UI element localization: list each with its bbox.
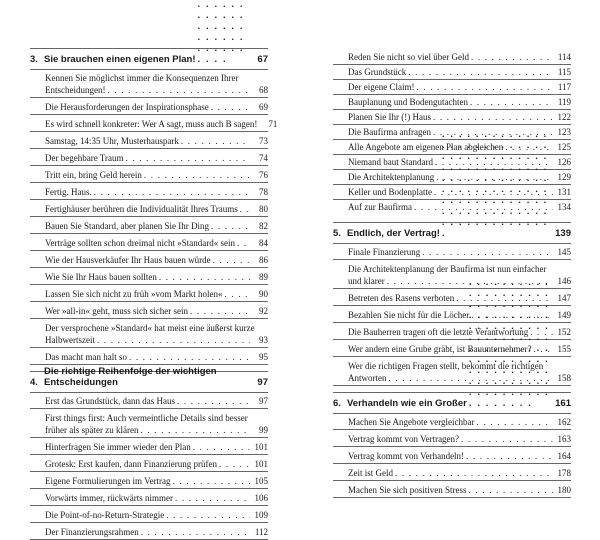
toc-entry-page: 155 [557,344,571,354]
toc-entry [45,271,268,283]
chapter-number: 5. [333,228,341,239]
row-divider [30,522,268,523]
toc-entry-text: Der eigene Claim! [348,82,415,92]
toc-entry-text: Bauplanung und Bodengutachten [348,97,468,107]
dot-leader [107,84,250,96]
toc-entry-page: 164 [557,451,571,461]
toc-entry [45,220,268,232]
toc-entry-line [348,467,571,479]
toc-entry [45,169,268,181]
toc-entry-text: und klarer [348,276,385,286]
row-divider [30,199,268,200]
row-divider [30,392,268,393]
toc-entry-text: Niemand baut Standard [348,157,433,167]
row-divider [30,284,268,285]
toc-entry-page: 114 [557,52,571,62]
toc-entry-page: 73 [259,136,268,146]
toc-entry-page: 86 [259,255,268,265]
chapter-number: 3. [30,54,38,65]
toc-entry [348,246,571,258]
toc-entry-text: Der Finanzierungsrahmen [45,527,139,537]
dot-leader [469,484,554,496]
toc-entry-line [348,484,571,496]
toc-entry-line [45,424,268,436]
toc-entry-page: 82 [259,221,268,231]
toc-entry-text: Es wird schnell konkreter: Wer A sagt, muss auch B sagen! [45,119,258,129]
dot-leader [395,467,553,479]
toc-entry-line [45,492,268,504]
row-divider [30,148,268,149]
toc-entry-text: Betreten des Rasens verboten [348,293,455,303]
dot-leader [211,101,250,113]
toc-entry-page: 145 [557,247,571,257]
toc-entry-text: First things first: Auch vermeintliche Details sind besser [45,413,248,423]
toc-entry-page: 101 [254,442,268,452]
toc-entry-line [348,433,571,445]
toc-entry-line [45,441,268,453]
toc-entry-page: 163 [557,434,571,444]
toc-entry-page: 119 [557,97,571,107]
row-divider [30,182,268,183]
row-divider [30,301,268,302]
toc-entry-text: Machen Sie Angebote vergleichbar [348,417,475,427]
toc-entry-text: Fertighäuser berühren die Individualität Ihres Traums [45,204,238,214]
dot-leader [408,66,553,78]
dot-leader [177,395,250,407]
toc-entry [45,237,268,249]
toc-entry [45,135,268,147]
chapter-title: Endlich, der Vertrag! [347,228,440,239]
toc-entry-page: 134 [557,202,571,212]
toc-entry-text: Vertrag kommt von Vertragen? [348,434,460,444]
toc-entry-text: Grotesk: Erst kaufen, dann Finanzierung prüfen [45,459,217,469]
toc-entry-page: 80 [259,204,268,214]
toc-entry-text: Wer die richtigen Fragen stellt, bekommt die richtigen [348,361,544,371]
row-divider [30,437,268,438]
dot-leader [442,129,553,239]
dot-leader [470,96,553,108]
row-divider [333,79,571,80]
toc-entry [45,441,268,453]
toc-entry-page: 69 [259,102,268,112]
row-divider [333,124,571,125]
toc-entry-page: 149 [557,310,571,320]
toc-entry-page: 158 [557,373,571,383]
toc-entry [348,467,571,479]
toc-entry-text: Die Architektenplanung der Baufirma ist nun einfacher [348,264,547,274]
toc-entry-text: Antworten [348,373,387,383]
toc-entry-text: Samstag, 14:35 Uhr, Musterhauspark [45,136,179,146]
toc-entry-text: Die Point-of-no-Return-Strategie [45,510,165,520]
chapter-page: 139 [555,228,571,239]
toc-entry [45,458,268,470]
toc-entry [348,416,571,428]
toc-entry-text: Erst das Grundstück, dann das Haus [45,396,175,406]
toc-entry-line [45,351,268,363]
toc-entry-text: Verträge sollten schon dreimal nicht »Standard« sein [45,238,235,248]
toc-entry-page: 125 [557,142,571,152]
toc-entry-text: Finale Finanzierung [348,247,421,257]
toc-entry-page: 97 [259,396,268,406]
toc-entry-text: Vorwärts immer, rückwärts nimmer [45,493,173,503]
dot-leader [181,135,250,147]
toc-entry [45,101,268,113]
toc-entry [348,450,571,462]
toc-entry-text: Der versprochene »Standard« hat meist eine äußerst kurze [45,323,255,333]
toc-entry-line [348,246,571,258]
dot-leader [166,509,250,521]
toc-entry-line [45,169,268,181]
toc-entry-text: Wer »all-in« geht, muss sich sicher sein [45,306,188,316]
toc-entry-line [45,101,268,113]
toc-entry-line [348,111,571,123]
toc-entry-page: 162 [557,417,571,427]
toc-entry-page: 146 [557,276,571,286]
toc-entry [45,203,268,215]
dot-leader [129,351,250,363]
dot-leader [461,433,553,445]
row-divider [30,347,268,348]
dot-leader [125,152,250,164]
toc-entry-page: 126 [557,157,571,167]
toc-entry-line [45,305,268,317]
toc-entry [45,351,268,363]
row-divider [30,216,268,217]
toc-entry-text: früher als später zu klären [45,425,139,435]
toc-entry-text: Machen Sie sich positiven Stress [348,485,467,495]
dot-leader [198,0,250,65]
toc-entry-page: 74 [259,153,268,163]
toc-entry-page: 106 [254,493,268,503]
chapter-page: 97 [257,377,268,388]
toc-entry [45,152,268,164]
toc-entry-text: Wie der Hausverkäufer Ihr Haus bauen würde [45,255,211,265]
toc-entry-line [45,254,268,266]
toc-entry-page: 71 [268,119,278,129]
toc-entry-text: Keller und Bodenplatte [348,187,432,197]
toc-entry-text: Reden Sie nicht so viel über Geld [348,52,469,62]
toc-entry-text: Die Herausforderungen der Inspirationsphase [45,102,209,112]
row-divider [333,259,571,260]
row-divider [333,64,571,65]
toc-entry [348,484,571,496]
toc-entry [45,186,268,198]
dot-leader [477,416,553,428]
dot-leader [144,169,250,181]
row-divider [333,94,571,95]
dot-leader [141,526,250,538]
toc-entry-page: 84 [259,238,268,248]
toc-entry-text: Wie Sie Ihr Haus bauen sollten [45,272,157,282]
toc-entry-line [348,66,571,78]
toc-entry-line [348,416,571,428]
dot-leader [173,475,250,487]
toc-entry-line [45,237,268,249]
dot-leader [433,111,553,123]
dot-leader [240,203,250,215]
dot-leader [140,424,250,436]
row-divider [333,109,571,110]
toc-entry-page: 112 [254,527,268,537]
dot-leader [94,186,250,198]
chapter-page: 161 [555,398,571,409]
toc-entry-page: 90 [259,289,268,299]
toc-entry-line [45,288,268,300]
toc-entry [348,81,571,93]
toc-entry-line [348,81,571,93]
dot-leader [193,441,250,453]
row-divider [333,429,571,430]
row-divider [30,488,268,489]
toc-entry-text: Bezahlen Sie nicht für die Löcher [348,310,470,320]
toc-entry-page: 76 [259,170,268,180]
row-divider [30,318,268,319]
toc-entry-text: Auf zur Baufirma [348,202,412,212]
toc-entry-line [348,51,571,63]
toc-entry [45,72,268,96]
toc-entry-page: 178 [557,468,571,478]
toc-entry-page: 78 [259,187,268,197]
toc-entry-text: Fertig. Haus. [45,187,92,197]
chapter-page: 67 [257,54,268,65]
toc-entry-page: 95 [259,352,268,362]
toc-entry [45,509,268,521]
dot-leader [219,458,250,470]
toc-entry-text: Eigene Formulierungen im Vertrag [45,476,171,486]
toc-entry-line [45,220,268,232]
row-divider [333,497,571,498]
toc-entry-line [45,84,268,96]
toc-entry-page: 93 [259,335,268,345]
dot-leader [97,334,250,346]
toc-entry-text: Die Baufirma anfragen [348,127,431,137]
dot-leader [224,288,250,300]
toc-entry-line [348,96,571,108]
dot-leader [213,254,250,266]
row-divider [30,454,268,455]
toc-entry [45,492,268,504]
toc-entry [45,475,268,487]
toc-entry-page: 105 [254,476,268,486]
toc-entry-line [45,475,268,487]
toc-entry-line [45,395,268,407]
toc-entry-text: Bauen Sie Standard, aber planen Sie Ihr Ding [45,221,209,231]
toc-entry-page: 115 [557,67,571,77]
chapter-number: 4. [30,377,38,388]
row-divider [30,267,268,268]
row-divider [30,97,268,98]
toc-entry-text: Zeit ist Geld [348,468,393,478]
toc-entry [45,412,268,436]
dot-leader [175,492,250,504]
chapter-title: Verhandeln wie ein Großer [347,398,467,409]
row-divider [30,233,268,234]
toc-entry-text: Lassen Sie sich nicht zu früh »vom Markt holen« [45,289,223,299]
chapter-title: Sie brauchen einen eigenen Plan! [44,54,196,65]
toc-entry-line [45,458,268,470]
row-divider [30,165,268,166]
toc-entry-text: Planen Sie Ihr (!) Haus [348,112,431,122]
toc-entry-page: 117 [557,82,571,92]
toc-entry [45,395,268,407]
toc-entry [45,254,268,266]
toc-entry-page: 122 [557,112,571,122]
toc-entry [45,526,268,538]
toc-entry-text: Alle Angebote am eigenen Plan abgleichen [348,142,504,152]
dot-leader [471,51,553,63]
row-divider [333,463,571,464]
toc-entry-line [45,135,268,147]
toc-entry-line [348,450,571,462]
toc-entry [348,66,571,78]
row-divider [30,69,268,70]
toc-entry-page: 123 [557,127,571,137]
toc-entry-page: 147 [557,293,571,303]
toc-entry-text: Der begehbare Traum [45,153,124,163]
toc-entry-page: 89 [259,272,268,282]
toc-entry [348,433,571,445]
toc-entry-text: Hinterfragen Sie immer wieder den Plan [45,442,191,452]
toc-entry-text: Vertrag kommt von Verhandeln! [348,451,465,461]
toc-entry-page: 131 [557,187,571,197]
toc-entry-page: 129 [557,172,571,182]
row-divider [333,480,571,481]
toc-entry-line [45,509,268,521]
toc-entry-line [45,118,278,130]
toc-entry-text: Tritt ein, bring Geld herein [45,170,142,180]
toc-entry [45,288,268,300]
toc-entry [45,322,268,346]
chapter-heading [30,366,268,388]
toc-entry [348,96,571,108]
toc-entry-text: Halbwertszeit [45,335,95,345]
toc-entry-line [45,152,268,164]
chapter-title: Die richtige Reihenfolge der wichtigen Entscheidungen [44,366,217,388]
dot-leader [469,277,553,409]
dot-leader [159,271,250,283]
row-divider [30,131,268,132]
dot-leader [416,81,553,93]
toc-entry-line [45,526,268,538]
dot-leader [237,237,250,249]
row-divider [333,446,571,447]
dot-leader [190,305,250,317]
toc-entry-text: Das Grundstück [348,67,407,77]
toc-entry-page: 180 [557,485,571,495]
toc-entry [348,111,571,123]
row-divider [333,243,571,244]
row-divider [30,408,268,409]
toc-entry-text: Das macht man halt so [45,352,127,362]
dot-leader [211,220,250,232]
toc-entry-page: 68 [259,85,268,95]
toc-entry-text: Entscheidungen! [45,85,106,95]
toc-entry [348,51,571,63]
toc-entry-page: 152 [557,327,571,337]
chapter-heading [333,393,571,409]
toc-entry-line [45,203,268,215]
row-divider [30,471,268,472]
row-divider [30,505,268,506]
dot-leader [466,450,553,462]
toc-entry-page: 109 [254,510,268,520]
toc-entry-text: Kennen Sie möglichst immer die Konsequenzen Ihrer [45,73,239,83]
toc-entry-page: 99 [259,425,268,435]
toc-entry-line [45,271,268,283]
toc-entry [45,118,278,130]
chapter-number: 6. [333,398,341,409]
toc-entry-line [45,334,268,346]
toc-entry-text: Die Architektenplanung [348,172,435,182]
toc-entry-line [45,186,268,198]
row-divider [333,413,571,414]
row-divider [30,250,268,251]
toc-entry-text: Die Bauherren tragen oft die letzte Verantwortung [348,327,529,337]
chapter-heading [30,49,268,65]
toc-entry-text: Wer andern eine Grube gräbt, ist Bauunternehmer? [348,344,532,354]
row-divider [30,364,268,365]
toc-entry [45,305,268,317]
dot-leader [422,246,553,258]
row-divider [30,114,268,115]
toc-entry-page: 101 [254,459,268,469]
chapter-heading [333,223,571,239]
toc-entry-page: 92 [259,306,268,316]
